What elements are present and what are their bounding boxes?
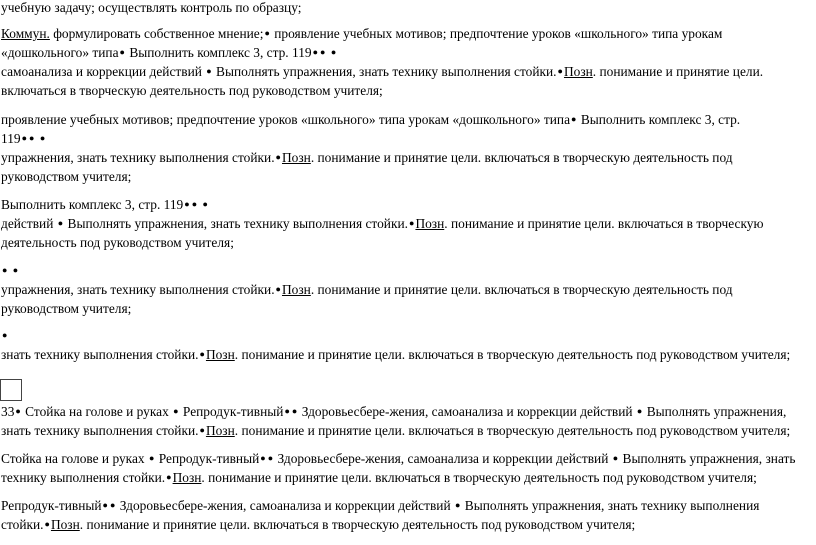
bullet-icon: ●	[21, 133, 28, 143]
text: «дошкольного» типа	[1, 45, 119, 60]
bullet-icon: ●	[409, 218, 415, 228]
bullet-icon: ●	[2, 265, 8, 275]
text: . понимание и принятие цели. включаться в творческую деятельность под руководством учителя;	[201, 470, 757, 485]
pozn-link[interactable]: Позн	[50, 517, 80, 532]
text-line-3	[1, 45, 337, 62]
text-line-5	[1, 83, 383, 99]
text-line-11	[1, 216, 763, 233]
bullet-icon: ●	[2, 330, 8, 340]
text-line-10	[1, 197, 209, 214]
bullet-icon: ●	[184, 199, 190, 209]
text: 33	[1, 404, 15, 419]
text: 119	[1, 131, 21, 146]
bullet-icon: ●	[571, 114, 577, 124]
text-line-19	[1, 423, 790, 440]
bullet-icon: ●	[206, 66, 212, 76]
text: Здоровьесбере-жения, самоанализа и коррекции действий	[274, 451, 612, 466]
text-line-15	[1, 301, 131, 317]
pozn-link[interactable]: Позн	[281, 150, 311, 165]
text: Репродук-тивный	[179, 404, 284, 419]
bullet-icon: ●	[260, 453, 266, 463]
text: Выполнять упражнения, знать технику выполнения стойки.	[64, 216, 408, 231]
text-line-23	[1, 517, 635, 534]
text-line-6	[1, 112, 740, 129]
text: Выполнять упражнения, знать технику выполнения	[461, 498, 760, 513]
pozn-link[interactable]: Позн	[205, 423, 235, 438]
text-line-9	[1, 169, 131, 185]
pozn-link[interactable]: Позн	[205, 347, 235, 362]
bullet-icon: ●	[199, 425, 205, 435]
text: проявление учебных мотивов; предпочтение уроков «школьного» типа урокам	[270, 26, 723, 41]
bullet-icon: ●	[320, 47, 326, 57]
text-line-21	[1, 470, 757, 487]
text: . понимание и принятие цели. включаться в творческую деятельность под руководством учителя;	[234, 347, 791, 362]
bullet-icon: ●	[119, 47, 125, 57]
bullet-icon: ●	[173, 406, 179, 416]
text-line-16	[1, 328, 8, 345]
text: Репродук-тивный	[1, 498, 102, 513]
text: Стойка на голове и руках	[21, 404, 173, 419]
bullet-icon: ●	[284, 406, 290, 416]
text-line-7	[1, 131, 46, 148]
text: стойки.	[1, 517, 44, 532]
text: Здоровьесбере-жения, самоанализа и коррекции действий	[298, 404, 636, 419]
text: действий	[1, 216, 57, 231]
bullet-icon: ●	[275, 284, 281, 294]
text-line-18	[1, 404, 786, 421]
text: Репродук-тивный	[155, 451, 260, 466]
bullet-icon: ●	[44, 519, 50, 529]
text: руководством учителя;	[1, 301, 132, 316]
text: Выполнять упражнения,	[643, 404, 787, 419]
text: Выполнить комплекс 3, стр. 119	[1, 197, 184, 212]
text: Здоровьесбере-жения, самоанализа и коррекции действий	[116, 498, 454, 513]
text: знать технику выполнения стойки.	[1, 347, 199, 362]
bullet-icon: ●	[199, 349, 205, 359]
pozn-link[interactable]: Позн	[172, 470, 202, 485]
pozn-link[interactable]: Позн	[415, 216, 445, 231]
bullet-icon: ●	[202, 199, 208, 209]
bullet-icon: ●	[454, 500, 461, 510]
text-line-22	[1, 498, 759, 515]
text: Стойка на голове и руках	[1, 451, 148, 466]
bullet-icon: ●	[312, 47, 319, 57]
text: упражнения, знать технику выполнения стойки.	[1, 282, 275, 297]
text-line-4	[1, 64, 763, 81]
bullet-icon: ●	[612, 453, 619, 463]
text-line-8	[1, 150, 733, 167]
pozn-link[interactable]: Позн	[281, 282, 311, 297]
text-line-12	[1, 235, 234, 251]
text: . понимание и принятие цели. включаться в творческую деятельность под	[310, 282, 733, 297]
bullet-icon: ●	[291, 406, 298, 416]
text: формулировать собственное мнение;	[49, 26, 264, 41]
text: . понимание и принятие цели. включаться в творческую деятельность под руководством учителя;	[234, 423, 791, 438]
bullet-icon: ●	[330, 47, 337, 57]
text: . понимание и принятие цели. включаться в творческую деятельность под руководством учителя;	[79, 517, 636, 532]
text-line-17	[1, 347, 790, 364]
text: . понимание и принятие цели. включаться в творческую деятельность под	[310, 150, 733, 165]
text: Выполнять упражнения, знать технику выполнения стойки.	[212, 64, 557, 79]
bullet-icon: ●	[29, 133, 35, 143]
text-line-20	[1, 451, 796, 468]
text: деятельность под руководством учителя;	[1, 235, 234, 250]
text: знать технику выполнения стойки.	[1, 423, 199, 438]
text: учебную задачу; осуществлять контроль по образцу;	[1, 0, 302, 15]
text-line-13	[1, 263, 19, 280]
text: технику выполнения стойки.	[1, 470, 166, 485]
text: упражнения, знать технику выполнения стойки.	[1, 150, 275, 165]
text: . понимание и принятие цели. включаться в творческую	[444, 216, 764, 231]
text: проявление учебных мотивов; предпочтение уроков «школьного» типа урокам «дошкольного» типа	[1, 112, 571, 127]
bullet-icon: ●	[102, 500, 108, 510]
text: руководством учителя;	[1, 169, 132, 184]
text: включаться в творческую деятельность под руководством учителя;	[1, 83, 383, 98]
bullet-icon: ●	[12, 265, 19, 275]
bullet-icon: ●	[557, 66, 563, 76]
text-line-1	[1, 0, 301, 16]
text-line-14	[1, 282, 733, 299]
bullet-icon: ●	[57, 218, 64, 228]
bullet-icon: ●	[275, 152, 281, 162]
image-placeholder	[0, 379, 22, 401]
text: . понимание и принятие цели.	[592, 64, 764, 79]
text-line-2	[1, 26, 722, 43]
text: Выполнить комплекс 3, стр. 119	[125, 45, 312, 60]
bullet-icon: ●	[39, 133, 46, 143]
kommun-link[interactable]: Коммун.	[1, 26, 50, 41]
text: самоанализа и коррекции действий	[1, 64, 206, 79]
text: Выполнить комплекс 3, стр.	[577, 112, 741, 127]
bullet-icon: ●	[191, 199, 198, 209]
bullet-icon: ●	[109, 500, 116, 510]
text: Выполнять упражнения, знать	[619, 451, 796, 466]
bullet-icon: ●	[166, 472, 172, 482]
bullet-icon: ●	[264, 28, 270, 38]
bullet-icon: ●	[636, 406, 643, 416]
pozn-link[interactable]: Позн	[563, 64, 593, 79]
bullet-icon: ●	[15, 406, 21, 416]
bullet-icon: ●	[267, 453, 274, 463]
bullet-icon: ●	[148, 453, 155, 463]
